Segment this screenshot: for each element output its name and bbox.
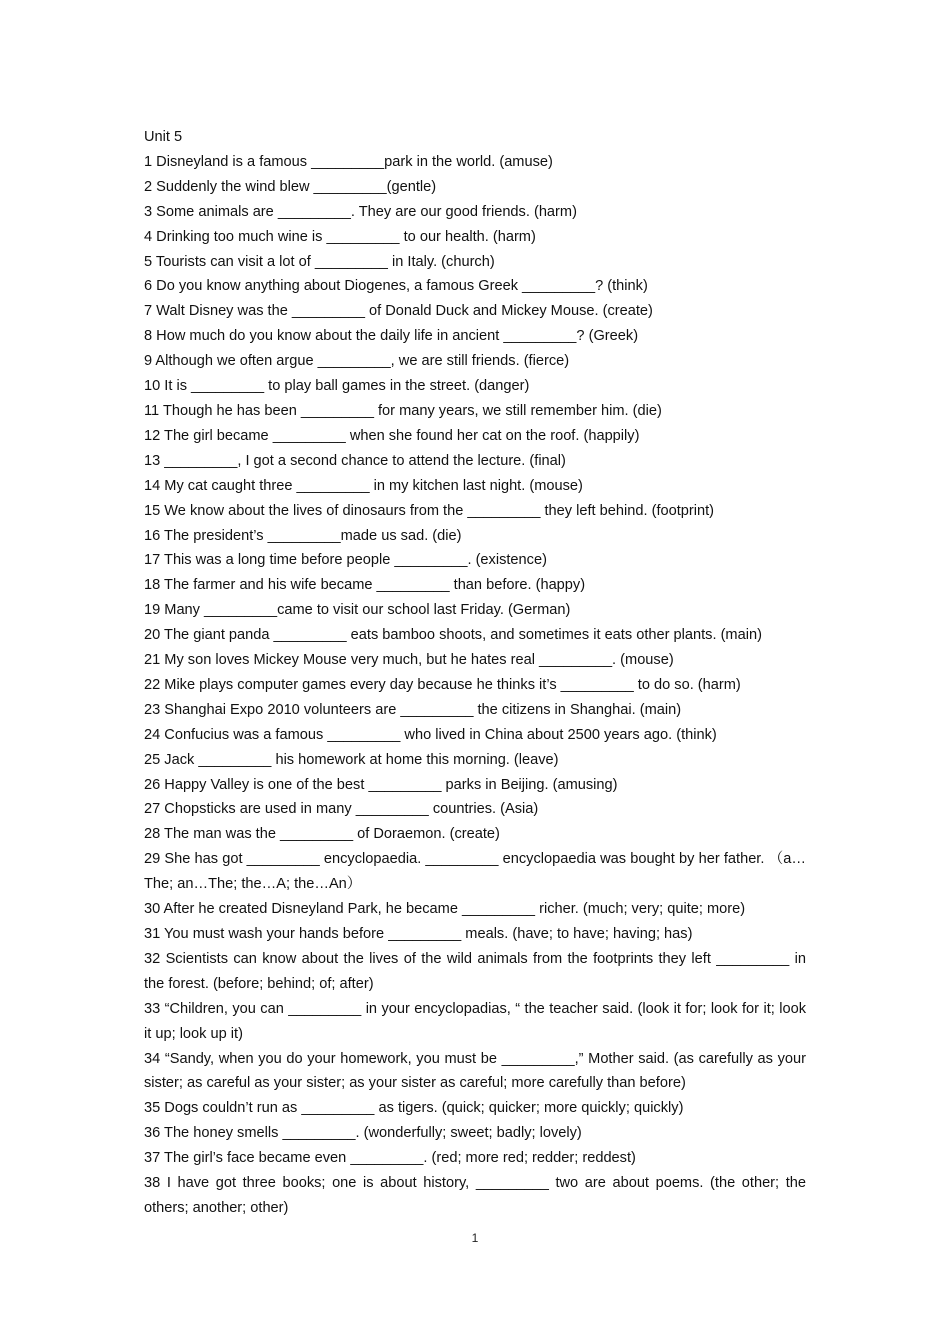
question-27: 27 Chopsticks are used in many _________ countries. (Asia) [144,801,539,818]
page-number: 1 [471,1231,479,1245]
exercise-body [144,125,806,1221]
question-33: 33 “Children, you can _________ in your encyclopadias, “ the teacher said. (look it for; look for it; look it up; look up it) [144,1000,806,1042]
question-20: 20 The giant panda _________ eats bamboo shoots, and sometimes it eats other plants. (main) [144,627,762,644]
question-26: 26 Happy Valley is one of the best _________ parks in Beijing. (amusing) [144,776,618,793]
question-25: 25 Jack _________ his homework at home this morning. (leave) [144,751,559,768]
question-37: 37 The girl’s face became even _________. (red; more red; redder; reddest) [144,1150,636,1167]
question-5: 5 Tourists can visit a lot of _________ in Italy. (church) [144,253,495,270]
question-36: 36 The honey smells _________. (wonderfully; sweet; badly; lovely) [144,1125,582,1142]
question-13: 13 _________, I got a second chance to attend the lecture. (final) [144,452,566,469]
question-38: 38 I have got three books; one is about history, _________ two are about poems. (the other; the others; another; other) [144,1175,806,1216]
question-28: 28 The man was the _________ of Doraemon. (create) [144,826,500,843]
question-17: 17 This was a long time before people _________. (existence) [144,552,547,569]
question-35: 35 Dogs couldn’t run as _________ as tigers. (quick; quicker; more quickly; quickly) [144,1100,684,1117]
question-12: 12 The girl became _________ when she found her cat on the roof. (happily) [144,427,640,444]
question-31: 31 You must wash your hands before _________ meals. (have; to have; having; has) [144,926,693,942]
question-7: 7 Walt Disney was the _________ of Donald Duck and Mickey Mouse. (create) [144,303,653,320]
question-22: 22 Mike plays computer games every day because he thinks it’s _________ to do so. (harm) [144,676,741,693]
question-1: 1 Disneyland is a famous _________park in the world. (amuse) [144,153,553,170]
question-14: 14 My cat caught three _________ in my kitchen last night. (mouse) [144,477,583,494]
question-15: 15 We know about the lives of dinosaurs from the _________ they left behind. (footprint) [144,502,715,519]
question-8: 8 How much do you know about the daily life in ancient _________? (Greek) [144,328,639,345]
question-9: 9 Although we often argue _________, we are still friends. (fierce) [144,353,570,370]
question-16: 16 The president’s _________made us sad. (die) [144,527,462,544]
question-11: 11 Though he has been _________ for many years, we still remember him. (die) [144,402,662,419]
question-4: 4 Drinking too much wine is _________ to our health. (harm) [144,228,536,245]
question-3: 3 Some animals are _________. They are our good friends. (harm) [144,203,577,220]
question-29: 29 She has got _________ encyclopaedia. _________ encyclopaedia was bought by her father. （a…The; an…The; the…A; the…An） [144,851,806,893]
question-23: 23 Shanghai Expo 2010 volunteers are _________ the citizens in Shanghai. (main) [144,701,682,718]
question-21: 21 My son loves Mickey Mouse very much, but he hates real _________. (mouse) [144,652,674,669]
question-10: 10 It is _________ to play ball games in the street. (danger) [144,378,530,395]
unit-heading: Unit 5 [144,129,183,145]
question-19: 19 Many _________came to visit our school last Friday. (German) [144,602,571,619]
question-2: 2 Suddenly the wind blew _________(gentle) [144,178,437,195]
question-32: 32 Scientists can know about the lives of the wild animals from the footprints they left _________ in the forest. (before; behind; of; after) [144,950,806,992]
question-24: 24 Confucius was a famous _________ who lived in China about 2500 years ago. (think) [144,726,717,743]
question-18: 18 The farmer and his wife became _________ than before. (happy) [144,577,586,594]
question-34: 34 “Sandy, when you do your homework, you must be _________,” Mother said. (as carefully as your sister; as careful as your sister; as your sister as careful; more carefully than before) [144,1050,806,1092]
question-6: 6 Do you know anything about Diogenes, a famous Greek _________? (think) [144,278,648,295]
question-30: 30 After he created Disneyland Park, he became _________ richer. (much; very; quite; more) [144,901,746,918]
